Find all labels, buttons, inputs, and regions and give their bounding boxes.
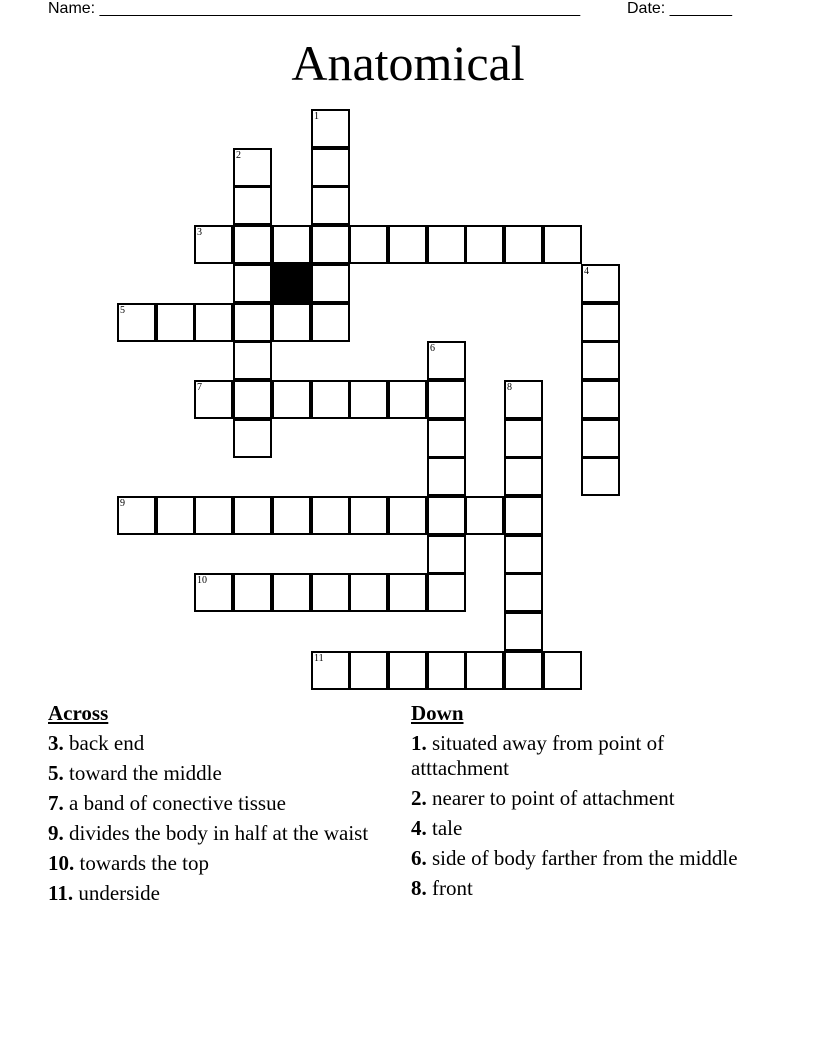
clue-text: nearer to point of attachment xyxy=(432,786,675,810)
clue-text: side of body farther from the middle xyxy=(432,846,738,870)
grid-cell[interactable] xyxy=(581,457,620,496)
grid-cell[interactable] xyxy=(465,225,504,264)
cell-number: 4 xyxy=(584,266,589,277)
clue-number: 6. xyxy=(411,846,427,870)
grid-cell[interactable] xyxy=(349,380,388,419)
grid-cell[interactable] xyxy=(311,225,350,264)
grid-cell[interactable] xyxy=(311,651,350,690)
grid-cell[interactable] xyxy=(233,496,272,535)
grid-cell[interactable] xyxy=(465,651,504,690)
clue-text: towards the top xyxy=(79,851,209,875)
grid-cell[interactable] xyxy=(504,457,543,496)
grid-cell[interactable] xyxy=(233,341,272,380)
grid-cell[interactable] xyxy=(504,612,543,651)
clue-text: toward the middle xyxy=(69,761,222,785)
down-clue xyxy=(411,786,751,811)
down-clue xyxy=(411,876,751,901)
cell-number: 10 xyxy=(197,575,207,586)
grid-cell[interactable] xyxy=(543,225,582,264)
grid-cell[interactable] xyxy=(349,573,388,612)
grid-cell[interactable] xyxy=(427,457,466,496)
across-clue xyxy=(48,821,378,846)
puzzle-title: Anatomical xyxy=(291,35,525,91)
grid-cell[interactable] xyxy=(504,419,543,458)
date-field: Date: _______ xyxy=(627,0,732,17)
clue-text: situated away from point of atttachment xyxy=(411,731,665,780)
grid-cell[interactable] xyxy=(117,496,156,535)
grid-cell[interactable] xyxy=(581,303,620,342)
down-heading: Down xyxy=(411,701,464,725)
grid-cell[interactable] xyxy=(349,496,388,535)
grid-cell[interactable] xyxy=(504,496,543,535)
grid-cell[interactable] xyxy=(233,303,272,342)
clue-text: a band of conective tissue xyxy=(69,791,286,815)
across-clue xyxy=(48,851,378,876)
clue-number: 8. xyxy=(411,876,427,900)
grid-cell[interactable] xyxy=(194,303,233,342)
grid-cell[interactable] xyxy=(311,109,350,148)
grid-cell[interactable] xyxy=(233,186,272,225)
grid-cell[interactable] xyxy=(427,535,466,574)
cell-number: 1 xyxy=(314,111,319,122)
grid-cell[interactable] xyxy=(388,573,427,612)
cell-number: 3 xyxy=(197,227,202,238)
grid-cell[interactable] xyxy=(388,225,427,264)
grid-cell[interactable] xyxy=(504,535,543,574)
down-clue xyxy=(411,816,751,841)
grid-cell[interactable] xyxy=(504,651,543,690)
grid-cell[interactable] xyxy=(233,573,272,612)
grid-cell[interactable] xyxy=(349,225,388,264)
grid-cell[interactable] xyxy=(311,186,350,225)
down-clue xyxy=(411,731,751,781)
across-clue xyxy=(48,881,378,906)
grid-cell[interactable] xyxy=(194,225,233,264)
grid-cell[interactable] xyxy=(272,496,311,535)
grid-cell[interactable] xyxy=(427,651,466,690)
clue-number: 3. xyxy=(48,731,64,755)
clue-number: 7. xyxy=(48,791,64,815)
grid-cell[interactable] xyxy=(504,573,543,612)
clue-number: 1. xyxy=(411,731,427,755)
clue-text: front xyxy=(432,876,473,900)
clue-text: tale xyxy=(432,816,463,840)
grid-cell[interactable] xyxy=(504,380,543,419)
grid-cell[interactable] xyxy=(581,264,620,303)
clue-number: 9. xyxy=(48,821,64,845)
across-clue xyxy=(48,791,378,816)
grid-cell[interactable] xyxy=(156,303,195,342)
grid-cell[interactable] xyxy=(233,419,272,458)
across-heading: Across xyxy=(48,701,109,725)
grid-cell[interactable] xyxy=(581,380,620,419)
grid-cell[interactable] xyxy=(427,419,466,458)
grid-cell[interactable] xyxy=(194,380,233,419)
clue-number: 4. xyxy=(411,816,427,840)
grid-cell[interactable] xyxy=(311,573,350,612)
clue-text: back end xyxy=(69,731,145,755)
grid-cell[interactable] xyxy=(156,496,195,535)
grid-cell[interactable] xyxy=(581,341,620,380)
grid-cell[interactable] xyxy=(388,496,427,535)
across-clue xyxy=(48,731,378,756)
grid-cell[interactable] xyxy=(427,341,466,380)
grid-cell[interactable] xyxy=(388,651,427,690)
cell-number: 6 xyxy=(430,343,435,354)
grid-cell[interactable] xyxy=(427,573,466,612)
grid-cell[interactable] xyxy=(311,380,350,419)
grid-cell[interactable] xyxy=(427,496,466,535)
grid-cell[interactable] xyxy=(427,225,466,264)
clue-number: 2. xyxy=(411,786,427,810)
grid-cell[interactable] xyxy=(311,496,350,535)
grid-cell[interactable] xyxy=(349,651,388,690)
grid-cell[interactable] xyxy=(311,264,350,303)
grid-cell[interactable] xyxy=(272,303,311,342)
grid-cell[interactable] xyxy=(543,651,582,690)
down-clues xyxy=(411,701,751,906)
grid-cell[interactable] xyxy=(272,225,311,264)
grid-cell[interactable] xyxy=(272,380,311,419)
cell-number: 2 xyxy=(236,150,241,161)
grid-cell[interactable] xyxy=(581,419,620,458)
grid-cell[interactable] xyxy=(388,380,427,419)
cell-number: 8 xyxy=(507,382,512,393)
grid-cell[interactable] xyxy=(311,303,350,342)
cell-number: 5 xyxy=(120,305,125,316)
grid-cell[interactable] xyxy=(427,380,466,419)
clue-text: underside xyxy=(78,881,160,905)
grid-cell[interactable] xyxy=(233,264,272,303)
grid-cell[interactable] xyxy=(194,496,233,535)
grid-cell[interactable] xyxy=(233,225,272,264)
across-clues xyxy=(48,701,378,911)
grid-cell[interactable] xyxy=(233,380,272,419)
grid-cell[interactable] xyxy=(194,573,233,612)
down-clue xyxy=(411,846,751,871)
grid-cell[interactable] xyxy=(465,496,504,535)
grid-cell[interactable] xyxy=(272,573,311,612)
cell-number: 11 xyxy=(314,653,324,664)
across-clue xyxy=(48,761,378,786)
clue-number: 5. xyxy=(48,761,64,785)
clue-text: divides the body in half at the waist xyxy=(69,821,369,845)
grid-cell[interactable] xyxy=(311,148,350,187)
grid-cell[interactable] xyxy=(504,225,543,264)
black-square xyxy=(272,264,311,303)
cell-number: 7 xyxy=(197,382,202,393)
clue-number: 10. xyxy=(48,851,75,875)
grid-cell[interactable] xyxy=(233,148,272,187)
clue-number: 11. xyxy=(48,881,74,905)
cell-number: 9 xyxy=(120,498,125,509)
grid-cell[interactable] xyxy=(117,303,156,342)
name-field: Name: ______________________________________________________ xyxy=(48,0,581,17)
